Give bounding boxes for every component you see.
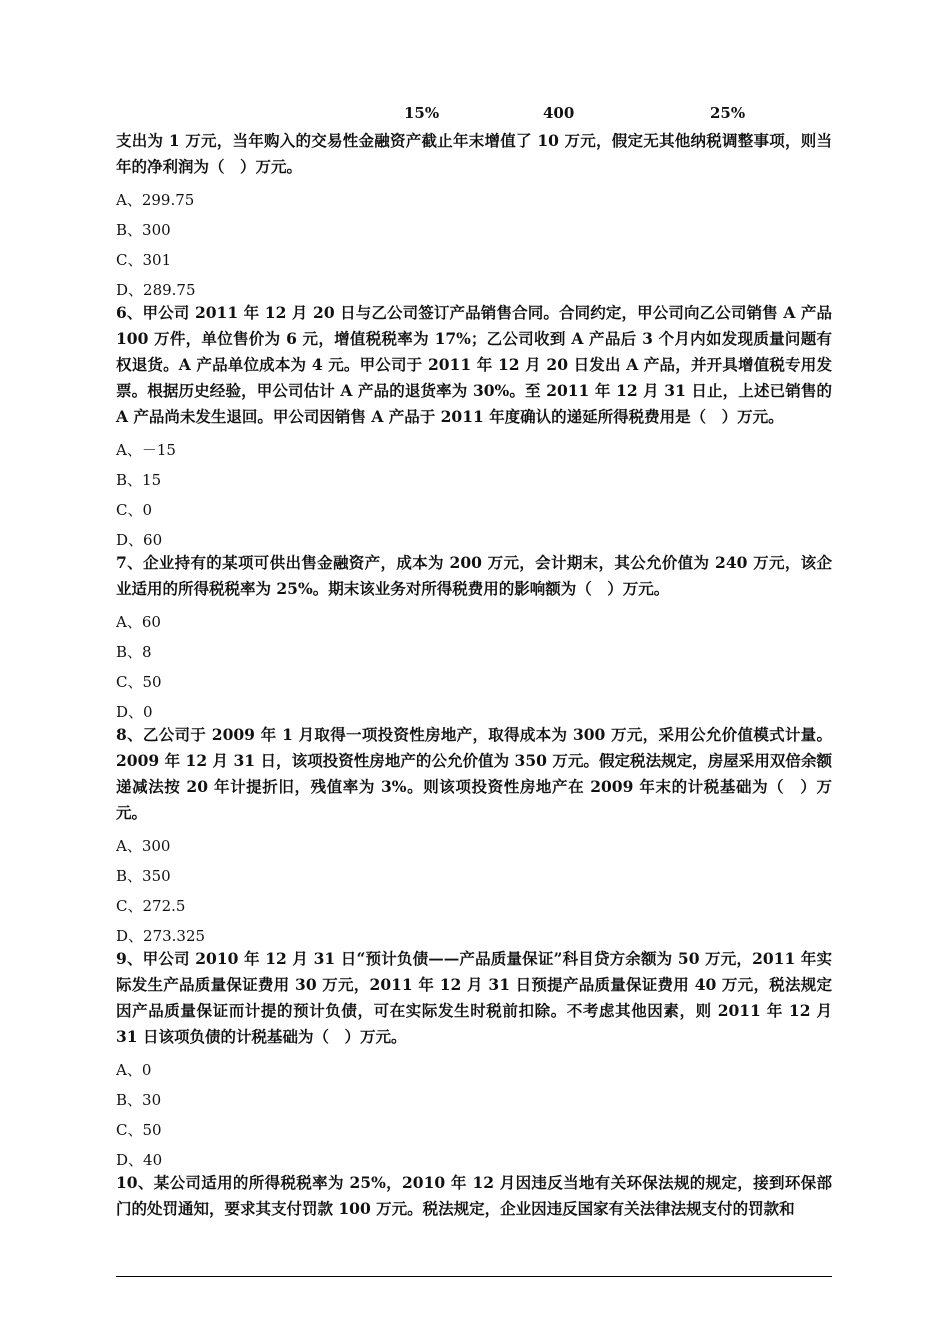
question-8-text: 8、乙公司于 2009 年 1 月取得一项投资性房地产，取得成本为 300 万元，采用公允价值模式计量。2009 年 12 月 31 日，该项投资性房地产的公允价值为 350 万元。假定税法规定，房屋采用双倍余额递减法按 20 年计提折旧，残值率为 3%。则该项投资性房地产在 2009 年末的计税基础为（ ）万元。 xyxy=(116,725,832,822)
question-6-option-c: C、0 xyxy=(116,501,153,519)
question-5-option-d: D、289.75 xyxy=(116,281,196,299)
question-8-option-a: A、300 xyxy=(116,837,171,855)
question-6 xyxy=(116,300,832,550)
fragment-rate-15: 15% xyxy=(404,104,440,122)
question-7-option-b: B、8 xyxy=(116,643,152,661)
question-9-option-c: C、50 xyxy=(116,1121,162,1139)
question-8-option-c: C、272.5 xyxy=(116,897,186,915)
question-8-option-b: B、350 xyxy=(116,867,171,885)
question-5-option-b: B、300 xyxy=(116,221,171,239)
question-7-text: 7、企业持有的某项可供出售金融资产，成本为 200 万元，会计期末，其公允价值为 240 万元，该企业适用的所得税税率为 25%。期末该业务对所得税费用的影响额为（ ）万元。 xyxy=(116,553,832,598)
question-7 xyxy=(116,550,832,722)
footer-divider xyxy=(116,1276,832,1277)
question-5-option-a: A、299.75 xyxy=(116,191,195,209)
question-7-option-a: A、60 xyxy=(116,613,161,631)
question-5-option-c: C、301 xyxy=(116,251,172,269)
question-9-option-b: B、30 xyxy=(116,1091,162,1109)
question-9-option-a: A、0 xyxy=(116,1061,152,1079)
fragment-amount-400: 400 xyxy=(543,104,575,122)
fragment-rate-25: 25% xyxy=(710,104,746,122)
question-6-option-d: D、60 xyxy=(116,531,163,549)
question-5 xyxy=(116,128,832,300)
question-8-option-d: D、273.325 xyxy=(116,927,206,945)
question-7-option-d: D、0 xyxy=(116,703,153,721)
question-9-option-d: D、40 xyxy=(116,1151,163,1169)
question-list xyxy=(116,128,832,1222)
question-8 xyxy=(116,722,832,946)
question-6-option-a: A、－15 xyxy=(116,441,176,459)
question-9 xyxy=(116,946,832,1170)
question-10 xyxy=(116,1170,832,1222)
question-10-text: 10、某公司适用的所得税税率为 25%，2010 年 12 月因违反当地有关环保法规的规定，接到环保部门的处罚通知，要求其支付罚款 100 万元。税法规定，企业因违反国家有关法律法规支付的罚款和 xyxy=(116,1173,832,1218)
question-9-text: 9、甲公司 2010 年 12 月 31 日“预计负债——产品质量保证”科目贷方余额为 50 万元，2011 年实际发生产品质量保证费用 30 万元，2011 年 12 月 31 日预提产品质量保证费用 40 万元，税法规定因产品质量保证而计提的预计负债，可在实际发生时税前扣除。不考虑其他因素，则 2011 年 12 月 31 日该项负债的计税基础为（ ）万元。 xyxy=(116,949,832,1046)
question-6-text: 6、甲公司 2011 年 12 月 20 日与乙公司签订产品销售合同。合同约定，甲公司向乙公司销售 A 产品 100 万件，单位售价为 6 元，增值税税率为 17%；乙公司收到 A 产品后 3 个月内如发现质量问题有权退货。A 产品单位成本为 4 元。甲公司于 2011 年 12 月 20 日发出 A 产品，并开具增值税专用发票。根据历史经验，甲公司估计 A 产品的退货率为 30%。至 2011 年 12 月 31 日止，上述已销售的 A 产品尚未发生退回。甲公司因销售 A 产品于 2011 年度确认的递延所得税费用是（ ）万元。 xyxy=(116,303,832,426)
question-5-text: 支出为 1 万元，当年购入的交易性金融资产截止年末增值了 10 万元，假定无其他纳税调整事项，则当年的净利润为（ ）万元。 xyxy=(116,131,832,176)
question-6-option-b: B、15 xyxy=(116,471,162,489)
question-7-option-c: C、50 xyxy=(116,673,162,691)
